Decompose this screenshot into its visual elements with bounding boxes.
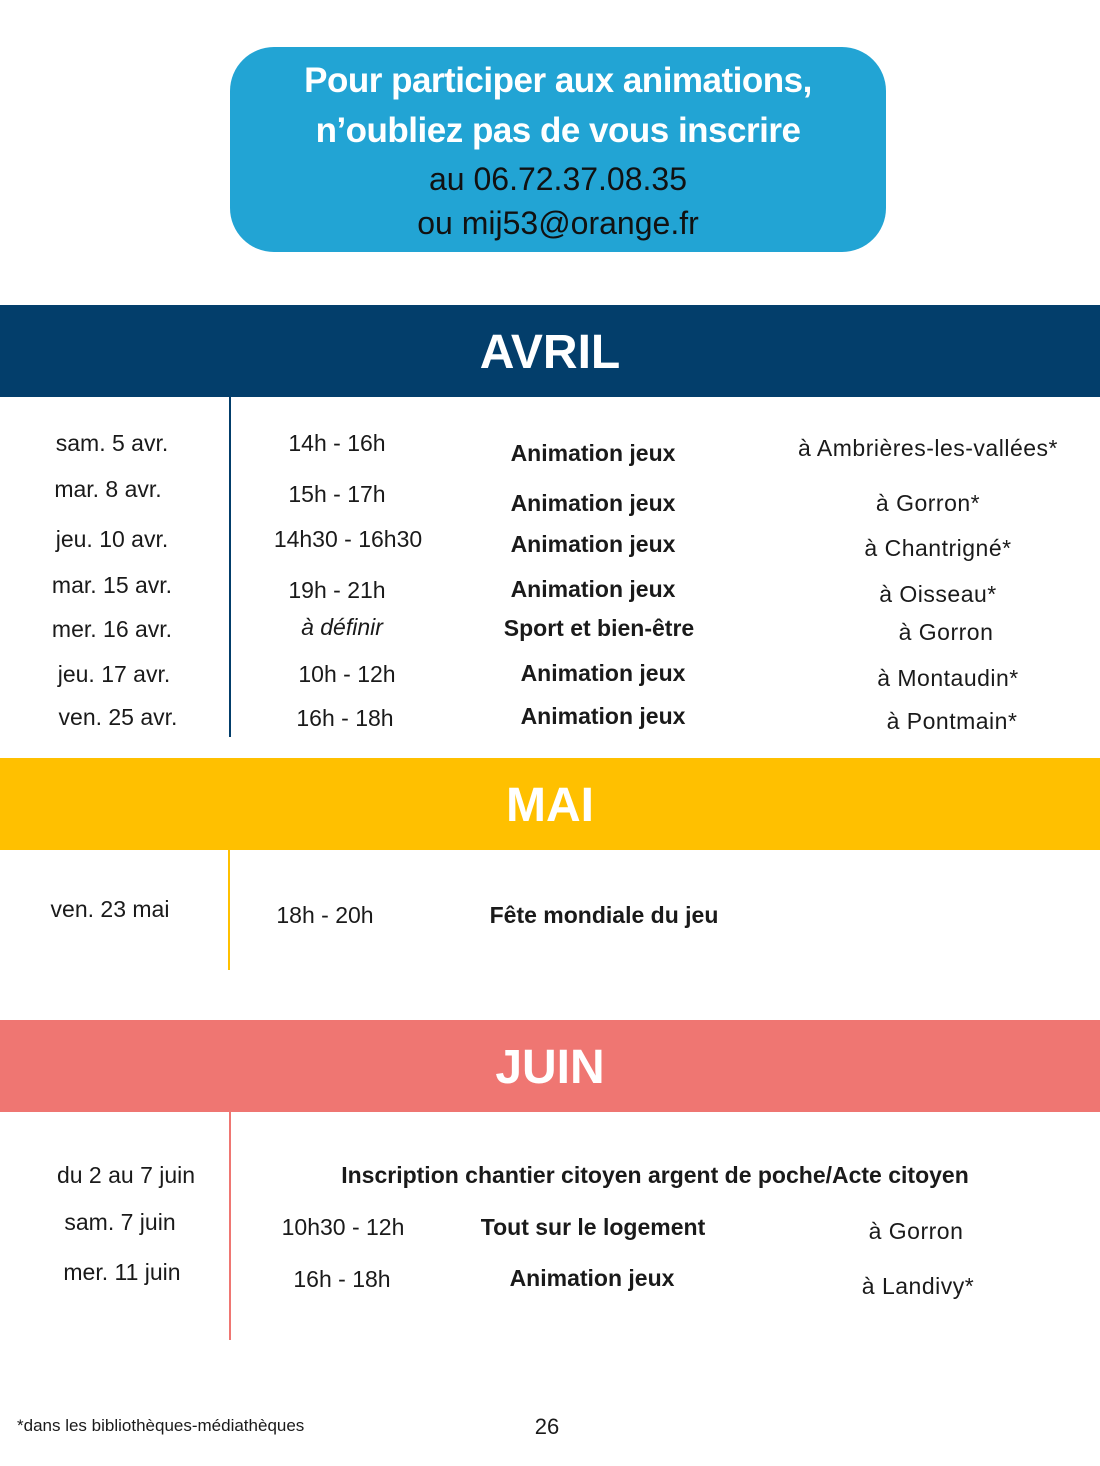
row-activity: Animation jeux [510,531,676,557]
row-time: 14h30 - 16h30 [273,526,423,552]
row-time: 15h - 17h [288,481,386,507]
row-place: à Gorron [898,619,994,645]
row-place: à Pontmain* [886,708,1018,734]
footnote: *dans les bibliothèques-médiathèques [17,1416,305,1435]
row-place: à Gorron [868,1218,964,1244]
callout-phone: au 06.72.37.08.35 [428,161,687,197]
row-activity: Animation jeux [509,1265,675,1291]
row-date: mar. 8 avr. [54,476,162,502]
row-place: à Chantrigné* [864,535,1012,561]
row-time: 19h - 21h [288,577,386,603]
row-time: 18h - 20h [276,902,374,928]
row-date: jeu. 17 avr. [57,661,171,687]
row-place: à Gorron* [875,490,981,516]
row-date: ven. 23 mai [50,896,170,922]
row-date: ven. 25 avr. [58,704,178,730]
row-activity: Animation jeux [510,490,676,516]
row-time: 14h - 16h [288,430,386,456]
row-time: 10h30 - 12h [281,1214,405,1240]
callout-title-line2: n’oubliez pas de vous inscrire [315,111,801,150]
page-number: 26 [534,1414,560,1439]
row-date: sam. 7 juin [64,1209,176,1235]
row-activity: Animation jeux [520,660,686,686]
row-time: à définir [301,614,383,640]
month-banner-juin [0,1020,1100,1112]
row-activity: Animation jeux [510,576,676,602]
row-date: sam. 5 avr. [55,430,169,456]
row-place: à Landivy* [861,1273,975,1299]
month-title-avril: AVRIL [479,326,621,379]
row-activity: Animation jeux [510,440,676,466]
row-activity: Tout sur le logement [480,1214,706,1240]
row-date: mer. 11 juin [63,1259,181,1285]
month-banner-avril [0,305,1100,397]
row-time: 10h - 12h [298,661,396,687]
row-date: mer. 16 avr. [51,616,173,642]
row-activity: Inscription chantier citoyen argent de poche/Acte citoyen [341,1162,969,1188]
row-date: jeu. 10 avr. [55,526,169,552]
callout-title-line1: Pour participer aux animations, [304,61,812,100]
row-time: 16h - 18h [296,705,394,731]
row-activity: Animation jeux [520,703,686,729]
row-activity: Fête mondiale du jeu [489,902,719,928]
row-place: à Oisseau* [879,581,997,607]
row-date: mar. 15 avr. [51,572,173,598]
month-banner-mai [0,758,1100,850]
row-activity: Sport et bien-être [503,615,695,641]
row-date: du 2 au 7 juin [56,1162,196,1188]
callout-email: ou mij53@orange.fr [417,205,699,241]
row-time: 16h - 18h [293,1266,391,1292]
row-place: à Montaudin* [877,665,1019,691]
month-title-juin: JUIN [495,1041,605,1094]
row-place: à Ambrières-les-vallées* [798,435,1058,461]
registration-callout [230,47,886,252]
month-title-mai: MAI [506,779,594,832]
